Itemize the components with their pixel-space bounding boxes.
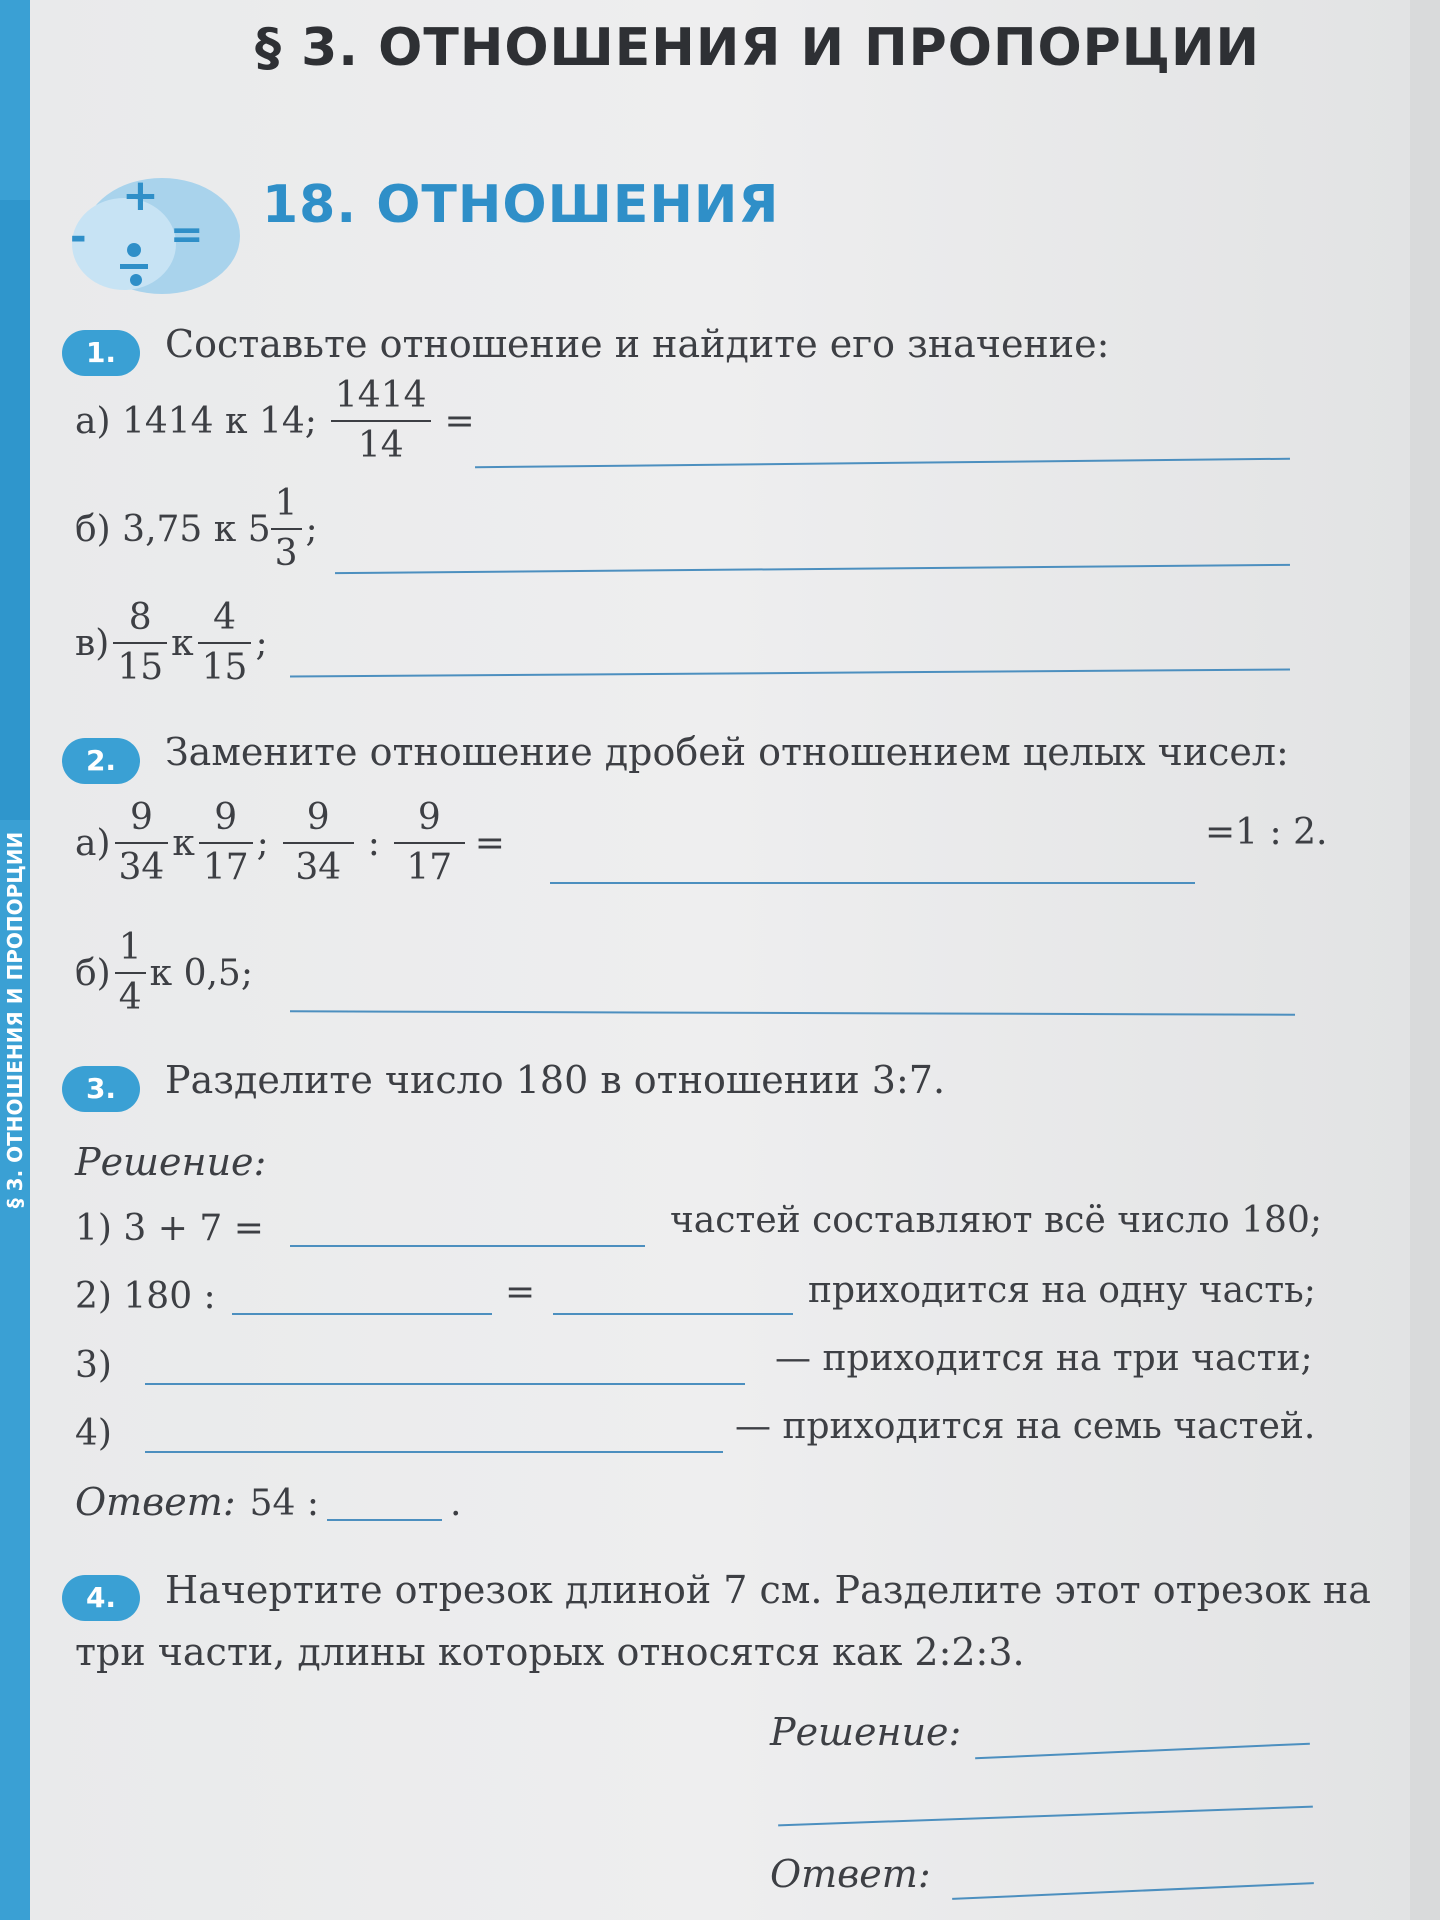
task-1c-denominator-2: 15 [201,647,248,688]
task-3-step-3-tail: — приходится на три части; [775,1338,1313,1379]
task-2a-denominator-1: 34 [118,847,165,888]
task-4-number-badge: 4. [62,1575,140,1621]
task-3-step-2-lead: 2) 180 : [75,1276,216,1317]
task-3-step-2-equals: = [505,1272,536,1313]
task-3-text: Разделите число 180 в отношении 3:7. [165,1058,946,1102]
task-3-answer-label: Ответ: [75,1480,236,1524]
task-3-step-2-tail: приходится на одну часть; [808,1270,1316,1311]
task-2a-numerator-4: 9 [394,800,465,844]
task-3-step-4-tail: — приходится на семь частей. [735,1406,1316,1447]
svg-text:+: + [122,170,159,221]
task-3-step-3-line[interactable] [145,1383,745,1385]
task-1-text: Составьте отношение и найдите его значение: [165,322,1110,366]
svg-text:=: = [170,212,204,258]
task-1a-denominator: 14 [357,425,404,466]
task-1c-label: в) [75,622,110,664]
task-1c-numerator-1: 8 [113,600,167,644]
task-3-answer-blank[interactable] [327,1500,442,1521]
task-1b-suffix: ; [305,508,318,550]
task-3-answer-value: 54 : [249,1483,320,1524]
task-2-text: Замените отношение дробей отношением целых чисел: [165,730,1289,774]
task-2a-denominator-4: 17 [406,847,453,888]
task-2a-separator: ; [256,822,269,864]
task-1c-fraction-1 [113,597,167,688]
task-3-answer-end: . [450,1483,462,1524]
task-2a-answer-line[interactable] [550,882,1195,884]
task-1b-fraction [271,483,302,574]
task-2b-numerator: 1 [115,930,146,974]
task-2b [75,927,253,1018]
task-3-answer [75,1480,461,1524]
svg-text:-: - [70,214,87,260]
task-2a-colon: : [367,822,380,864]
task-1a-label: а) 1414 к 14; [75,400,317,442]
math-operations-icon [62,168,242,298]
section-title: § 3. ОТНОШЕНИЯ И ПРОПОРЦИИ [255,18,1261,78]
task-3-solution-label: Решение: [75,1140,267,1184]
task-2a-fraction-4 [394,797,465,888]
task-1b-label: б) 3,75 к 5 [75,508,271,550]
sidebar-strip [0,0,30,1920]
task-2a-fraction-1 [115,797,169,888]
task-2a-numerator-2: 9 [199,800,253,844]
task-3-step-1-line[interactable] [290,1245,645,1247]
task-1a-fraction [331,375,431,466]
task-2a-numerator-1: 9 [115,800,169,844]
task-3-step-4-lead: 4) [75,1413,112,1454]
task-1b-numerator: 1 [271,486,302,530]
task-3-step-1-tail: частей составляют всё число 180; [670,1200,1322,1241]
task-2a-fraction-3 [283,797,354,888]
task-1-number-badge: 1. [62,330,140,376]
task-1c-numerator-2: 4 [198,600,252,644]
sidebar-band [0,200,30,820]
task-2a-k: к [172,822,195,864]
task-2a-result: =1 : 2. [1205,812,1328,853]
task-1b [75,483,318,574]
task-2b-denominator: 4 [118,977,142,1018]
task-1a-numerator: 1414 [331,378,431,422]
task-1a [75,375,475,466]
task-2a-label: а) [75,822,111,864]
topic-title: 18. ОТНОШЕНИЯ [262,175,780,235]
task-2a-numerator-3: 9 [283,800,354,844]
task-1b-denominator: 3 [274,533,298,574]
task-4-line-2: три части, длины которых относятся как 2:2:3. [75,1630,1025,1674]
task-2-number-badge: 2. [62,738,140,784]
sidebar-section-label [4,760,26,1280]
task-2a-denominator-3: 34 [295,847,342,888]
task-2a-fraction-2 [199,797,253,888]
task-3-number-badge: 3. [62,1066,140,1112]
sidebar-section-text: § 3. ОТНОШЕНИЯ И ПРОПОРЦИИ [3,831,27,1209]
task-2a-denominator-2: 17 [202,847,249,888]
task-3-step-2-line-1[interactable] [232,1313,492,1315]
task-3-step-1-lead: 1) 3 + 7 = [75,1208,264,1249]
task-4-solution-label: Решение: [770,1710,962,1754]
task-1c [75,597,268,688]
task-3-step-4-line[interactable] [145,1451,723,1453]
task-2b-label: б) [75,952,111,994]
task-4-line-1: Начертите отрезок длиной 7 см. Разделите этот отрезок на [165,1568,1371,1612]
task-1c-k: к [171,622,194,664]
task-1c-suffix: ; [255,622,268,664]
task-2a-equals: = [474,822,505,864]
task-4-answer-label: Ответ: [770,1852,931,1896]
task-2a [75,797,505,888]
task-1c-fraction-2 [198,597,252,688]
task-3-step-3-lead: 3) [75,1345,112,1386]
task-1a-equals: = [444,400,475,442]
task-2b-fraction [115,927,146,1018]
task-2b-rest: к 0,5; [149,952,253,994]
task-3-step-2-line-2[interactable] [553,1313,793,1315]
task-1c-denominator-1: 15 [117,647,164,688]
